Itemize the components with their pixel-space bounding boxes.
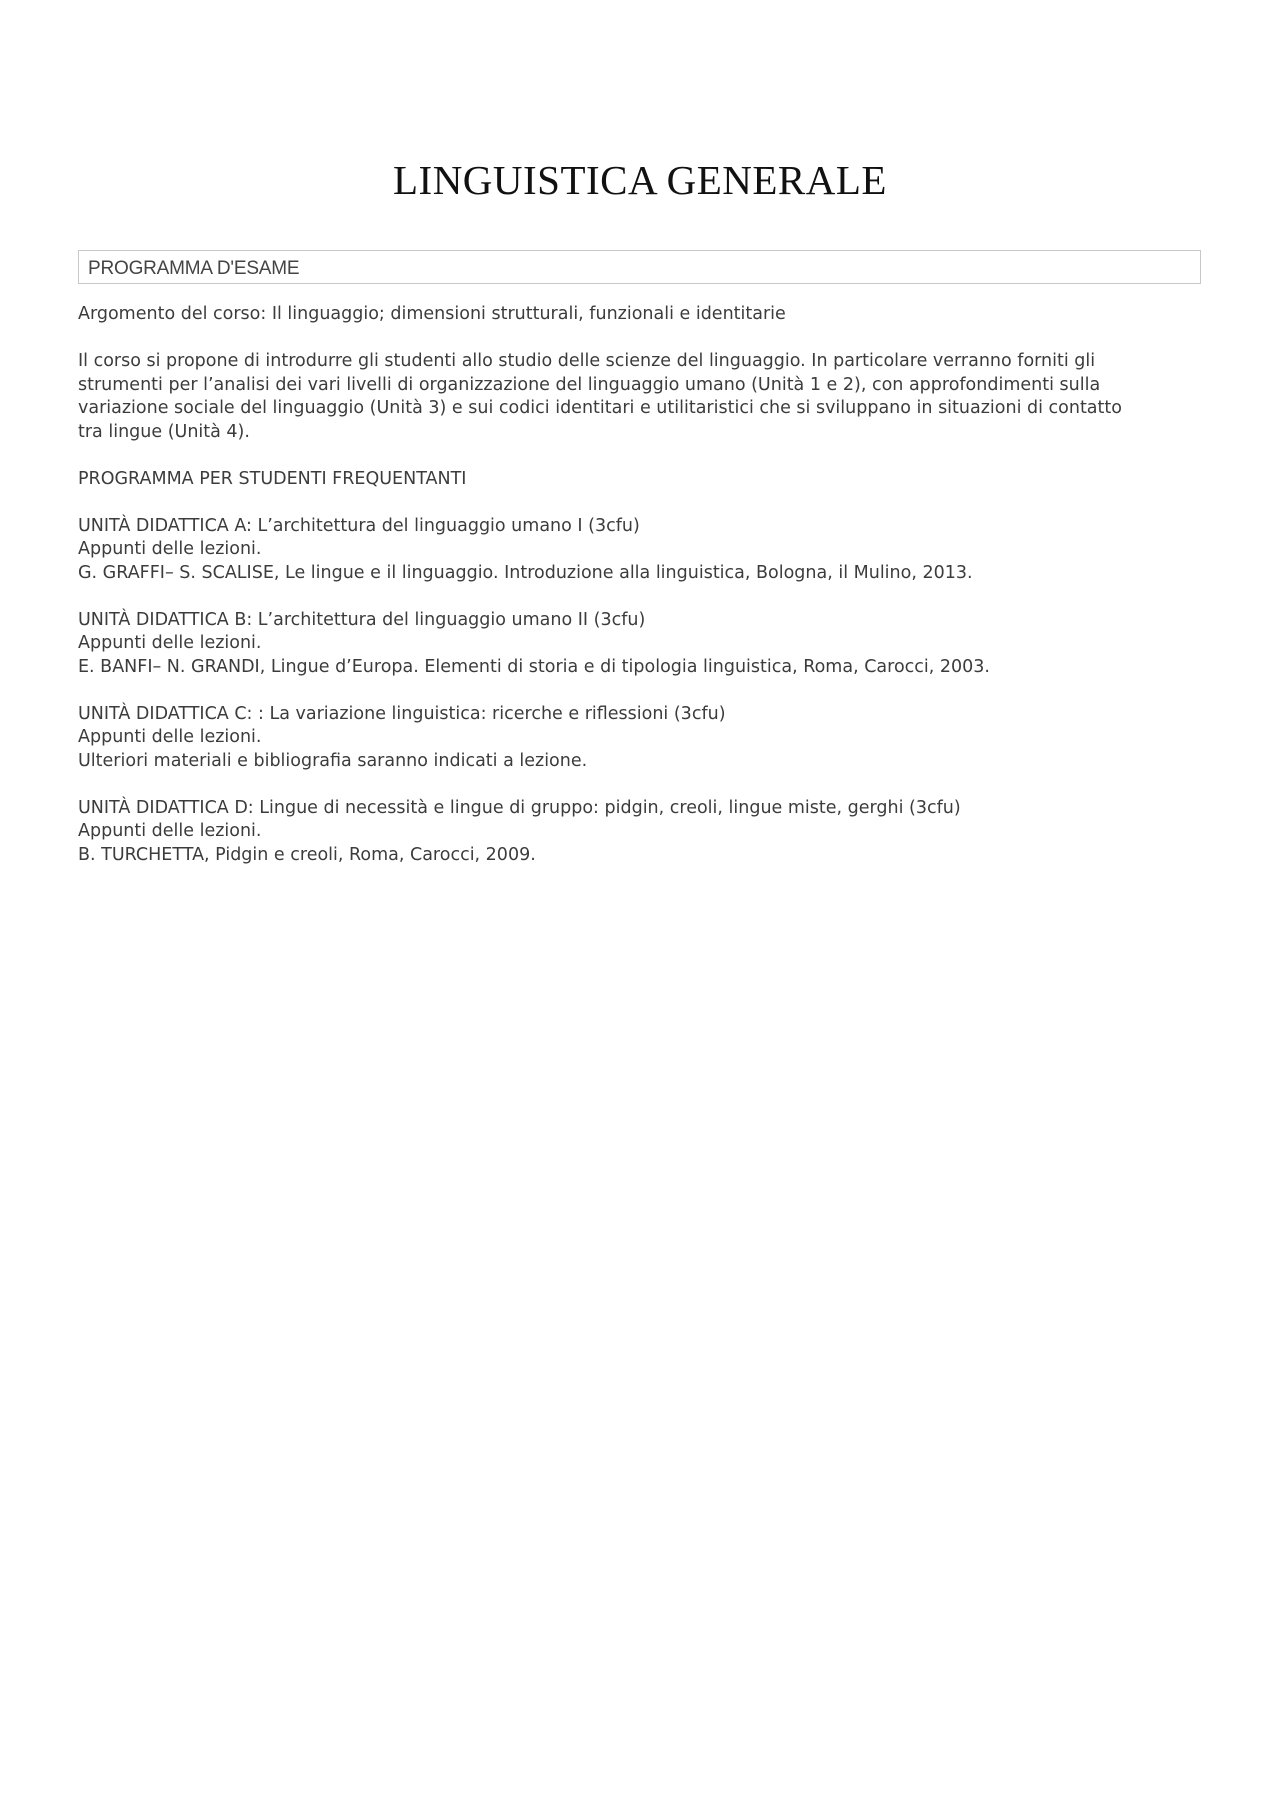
description-line: Il corso si propone di introdurre gli studenti allo studio delle scienze del linguaggio. In particolare verranno forniti gli (78, 351, 1096, 371)
unit-line: Appunti delle lezioni. (78, 633, 262, 653)
description-line: strumenti per l’analisi dei vari livelli di organizzazione del linguaggio umano (Unità 1 e 2), con approfondimenti sulla (78, 374, 1101, 395)
unit-a (78, 515, 1208, 586)
section-header-box (78, 250, 1201, 284)
course-topic: Argomento del corso: Il linguaggio; dimensioni strutturali, funzionali e identitarie (78, 304, 786, 324)
unit-line: Appunti delle lezioni. (78, 821, 262, 841)
unit-title: UNITÀ DIDATTICA C: : La variazione linguistica: ricerche e riflessioni (3cfu) (78, 703, 726, 724)
unit-line: B. TURCHETTA, Pidgin e creoli, Roma, Carocci, 2009. (78, 844, 536, 865)
description-line: variazione sociale del linguaggio (Unità 3) e sui codici identitari e utilitaristici che si sviluppano in situazioni di contatto (78, 398, 1122, 418)
course-description (78, 350, 1208, 444)
unit-c (78, 703, 1208, 774)
section-header-label: PROGRAMMA D'ESAME (88, 258, 300, 279)
unit-title: UNITÀ DIDATTICA B: L’architettura del linguaggio umano II (3cfu) (78, 609, 646, 630)
unit-line: Appunti delle lezioni. (78, 539, 262, 559)
document-body (78, 303, 1208, 891)
unit-line: Ulteriori materiali e bibliografia saranno indicati a lezione. (78, 750, 588, 771)
unit-title: UNITÀ DIDATTICA A: L’architettura del linguaggio umano I (3cfu) (78, 515, 640, 536)
page-title: LINGUISTICA GENERALE (393, 157, 887, 203)
unit-d (78, 797, 1208, 868)
unit-b (78, 609, 1208, 680)
unit-line: G. GRAFFI– S. SCALISE, Le lingue e il linguaggio. Introduzione alla linguistica, Bologna, il Mulino, 2013. (78, 562, 973, 583)
program-heading: PROGRAMMA PER STUDENTI FREQUENTANTI (78, 468, 467, 489)
unit-line: E. BANFI– N. GRANDI, Lingue d’Europa. Elementi di storia e di tipologia linguistica, Roma, Carocci, 2003. (78, 656, 990, 677)
unit-line: Appunti delle lezioni. (78, 727, 262, 747)
description-line: tra lingue (Unità 4). (78, 421, 250, 442)
unit-title: UNITÀ DIDATTICA D: Lingue di necessità e lingue di gruppo: pidgin, creoli, lingue miste, gerghi (3cfu) (78, 797, 961, 818)
